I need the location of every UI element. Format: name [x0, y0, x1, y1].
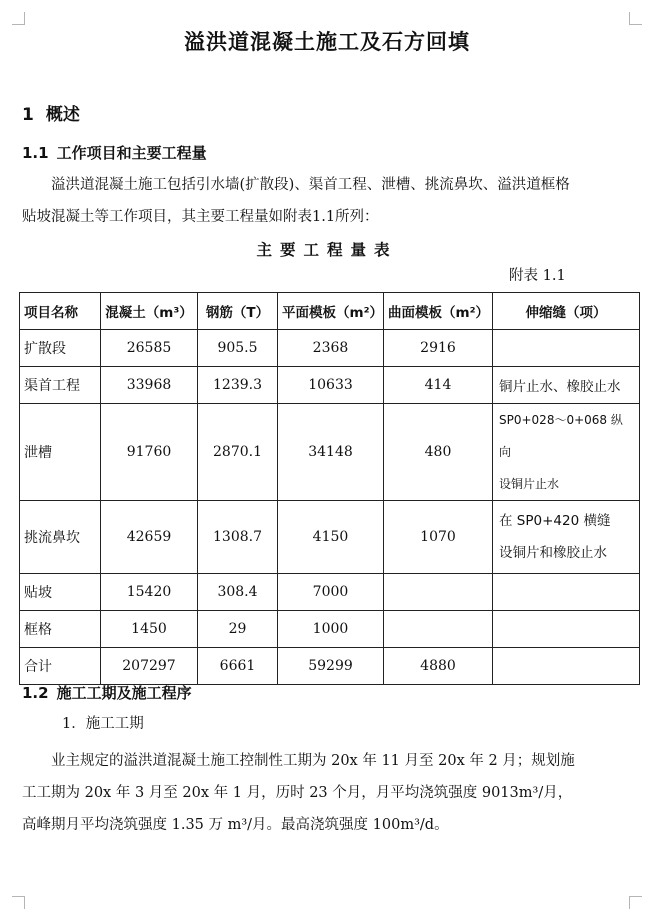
page-corner-mark — [12, 12, 25, 25]
joint-line-2: 设铜片和橡胶止水 — [499, 545, 607, 561]
page-corner-mark — [629, 12, 642, 25]
cell-curved: 1070 — [384, 501, 493, 574]
cell-curved: 414 — [384, 367, 493, 404]
cell-rebar: 1308.7 — [198, 501, 278, 574]
header-flat-formwork: 平面模板（m²） — [278, 293, 384, 330]
cell-curved — [384, 611, 493, 648]
cell-concrete: 33968 — [101, 367, 198, 404]
cell-rebar: 905.5 — [198, 330, 278, 367]
document-title: 溢洪道混凝土施工及石方回填 — [184, 30, 470, 54]
cell-rebar: 6661 — [198, 648, 278, 685]
page-corner-mark — [629, 896, 642, 909]
cell-name: 扩散段 — [20, 330, 101, 367]
page-corner-mark — [12, 896, 25, 909]
header-project-name: 项目名称 — [20, 293, 101, 330]
section-title: 施工工期及施工程序 — [56, 684, 192, 702]
table-row — [20, 330, 640, 367]
cell-name: 渠首工程 — [20, 367, 101, 404]
cell-curved: 4880 — [384, 648, 493, 685]
cell-joint — [493, 648, 640, 685]
table-row — [20, 404, 640, 501]
cell-concrete: 15420 — [101, 574, 198, 611]
cell-concrete: 42659 — [101, 501, 198, 574]
header-concrete: 混凝土（m³） — [101, 293, 198, 330]
table-total-row — [20, 648, 640, 685]
cell-joint — [493, 501, 640, 574]
cell-flat: 59299 — [278, 648, 384, 685]
cell-flat: 10633 — [278, 367, 384, 404]
table-row — [20, 611, 640, 648]
header-rebar: 钢筋（T） — [198, 293, 278, 330]
section-1-heading — [22, 100, 80, 125]
section-number: 1.2 — [22, 684, 49, 702]
cell-name: 框格 — [20, 611, 101, 648]
cell-concrete: 26585 — [101, 330, 198, 367]
cell-joint — [493, 404, 640, 501]
table-title: 主要工程量表 — [256, 241, 398, 259]
table-header-row — [20, 293, 640, 330]
section-number: 1.1 — [22, 144, 49, 162]
cell-concrete: 207297 — [101, 648, 198, 685]
schedule-paragraph: 业主规定的溢洪道混凝土施工控制性工期为 20x 年 11 月至 20x 年 2 月；规划施工工期为 20x 年 3 月至 20x 年 1 月，历时 23 个月，月平均浇筑强度 9013m³/月，高峰期月平均浇筑强度 1.35 万 m³/月。最高浇筑强度 100m³/d。 — [22, 753, 575, 833]
section-title: 概述 — [45, 105, 80, 125]
cell-rebar: 29 — [198, 611, 278, 648]
joint-line-1: SP0+028～0+068 纵向 — [499, 413, 623, 459]
header-curved-formwork: 曲面模板（m²） — [384, 293, 493, 330]
section-title: 工作项目和主要工程量 — [56, 144, 207, 162]
joint-line-1: 在 SP0+420 横缝 — [499, 513, 611, 529]
cell-rebar: 1239.3 — [198, 367, 278, 404]
header-expansion-joint: 伸缩缝（项） — [493, 293, 640, 330]
cell-curved: 480 — [384, 404, 493, 501]
cell-curved — [384, 574, 493, 611]
cell-rebar: 2870.1 — [198, 404, 278, 501]
cell-name: 合计 — [20, 648, 101, 685]
cell-curved: 2916 — [384, 330, 493, 367]
subsection-heading: 1．施工工期 — [62, 716, 144, 732]
section-number: 1 — [22, 105, 34, 125]
section-1-1-heading — [22, 142, 207, 163]
table-row — [20, 501, 640, 574]
cell-joint — [493, 330, 640, 367]
cell-concrete: 1450 — [101, 611, 198, 648]
quantities-table — [19, 292, 640, 685]
cell-flat: 34148 — [278, 404, 384, 501]
table-row — [20, 367, 640, 404]
cell-rebar: 308.4 — [198, 574, 278, 611]
table-note: 附表 1.1 — [509, 268, 566, 284]
cell-joint — [493, 574, 640, 611]
cell-flat: 2368 — [278, 330, 384, 367]
cell-concrete: 91760 — [101, 404, 198, 501]
cell-name: 贴坡 — [20, 574, 101, 611]
cell-joint: 铜片止水、橡胶止水 — [493, 367, 640, 404]
intro-paragraph: 溢洪道混凝土施工包括引水墙(扩散段)、渠首工程、泄槽、挑流鼻坎、溢洪道框格贴坡混凝土等工作项目，其主要工程量如附表1.1所列： — [22, 177, 570, 225]
cell-name: 泄槽 — [20, 404, 101, 501]
joint-line-2: 设铜片止水 — [499, 477, 560, 491]
cell-name: 挑流鼻坎 — [20, 501, 101, 574]
cell-joint — [493, 611, 640, 648]
cell-flat: 1000 — [278, 611, 384, 648]
table-row — [20, 574, 640, 611]
cell-flat: 7000 — [278, 574, 384, 611]
cell-flat: 4150 — [278, 501, 384, 574]
section-1-2-heading — [22, 682, 192, 703]
